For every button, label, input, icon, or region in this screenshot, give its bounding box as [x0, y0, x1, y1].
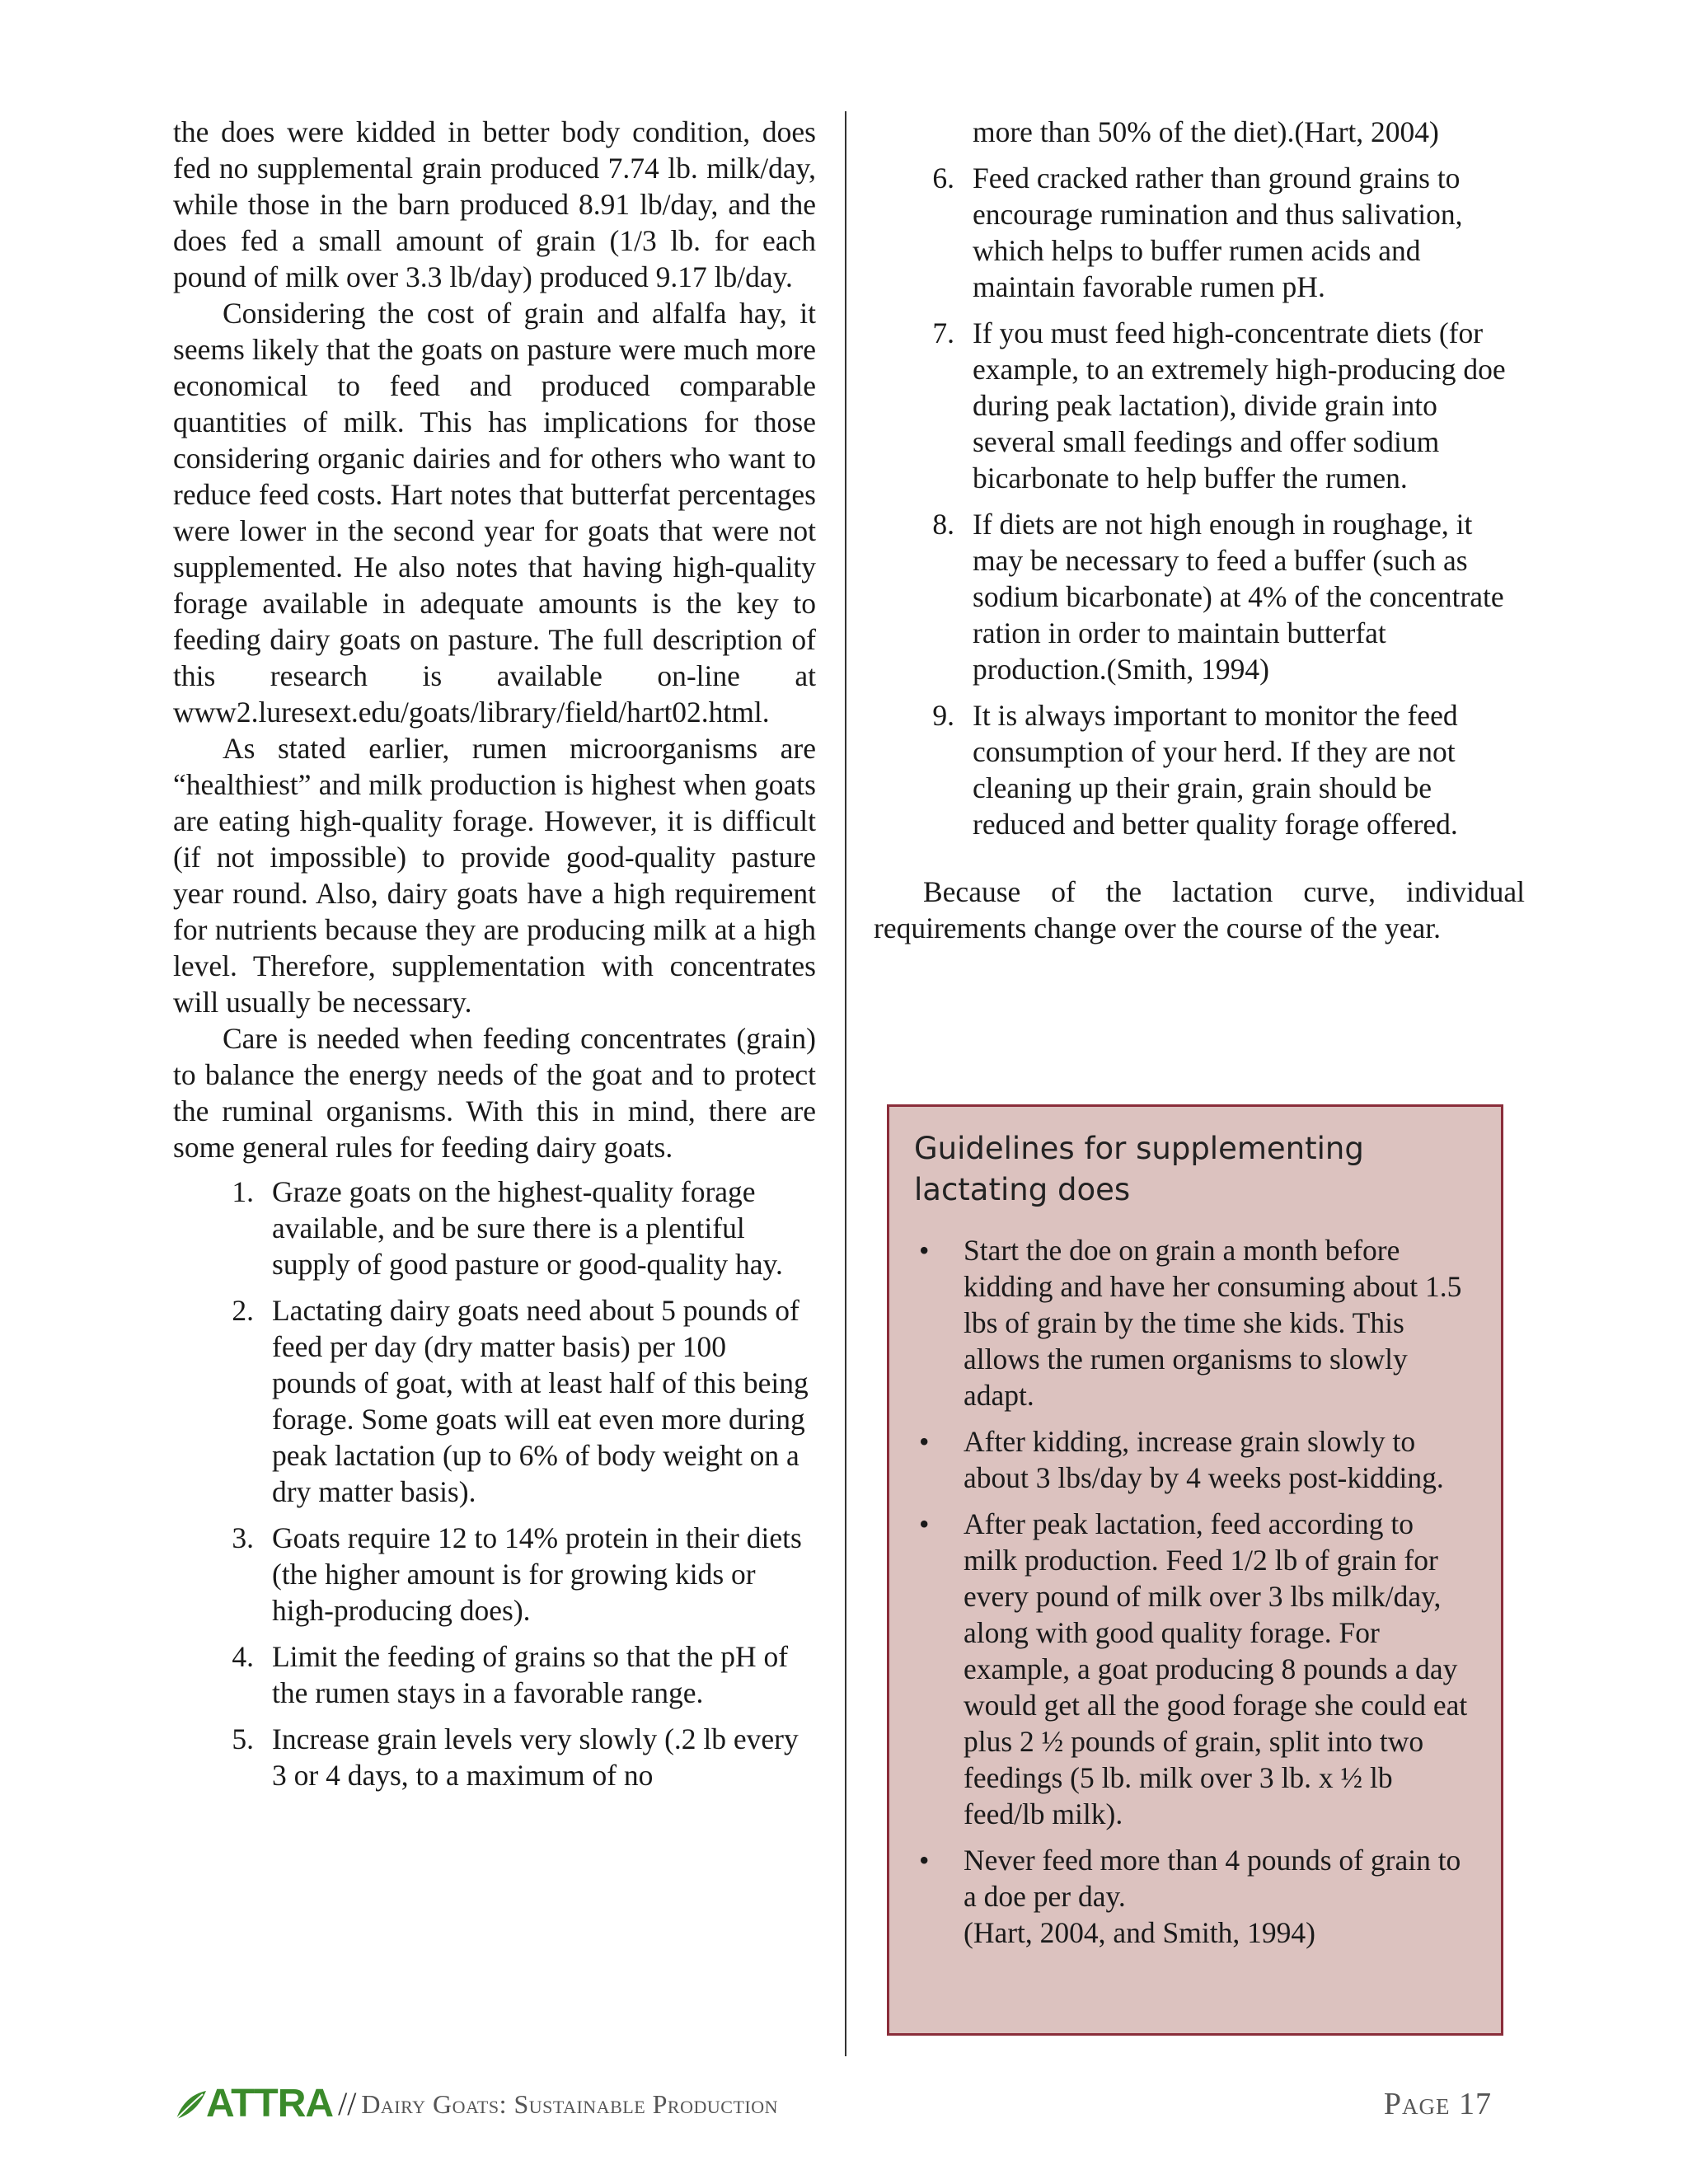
list-number: 4. — [232, 1640, 254, 1673]
list-number: 5. — [232, 1722, 254, 1755]
list-number: 9. — [932, 699, 954, 732]
citation: (Hart, 2004, and Smith, 1994) — [964, 1916, 1315, 1949]
list-text: After kidding, increase grain slowly to about 3 lbs/day by 4 weeks post-kidding. — [964, 1425, 1444, 1494]
footer-separator: // — [338, 2085, 357, 2122]
sidebar-title: Guidelines for supplementing lactating does — [914, 1131, 1364, 1207]
list-text: It is always important to monitor the feed consumption of your herd. If they are not cleaning up their grain, grain should be reduced and better quality forage offered. — [973, 699, 1458, 841]
paragraph-intro: the does were kidded in better body condition, does fed no supplemental grain produced 7.74 lb. milk/day, while those in the barn produced 8.91 lb/day, and the does fed a small amount of grain (1/3 lb. for each pound of milk over 3.3 lb/day) produced 9.17 lb/day. — [173, 115, 816, 293]
paragraph-lactation-curve: Because of the lactation curve, individual requirements change over the course of the year. — [874, 875, 1525, 944]
right-column — [874, 114, 1525, 946]
list-text: Lactating dairy goats need about 5 pounds of feed per day (dry matter basis) per 100 pounds of goat, with at least half of this being forage. Some goats will eat even more during peak lactation (up to 6% of body weight on a dry matter basis). — [272, 1294, 809, 1508]
list-item — [874, 697, 1525, 842]
list-item — [874, 160, 1525, 305]
list-text: Start the doe on grain a month before kidding and have her consuming about 1.5 lbs of grain by the time she kids. This allows the rumen organisms to slowly adapt. — [964, 1234, 1462, 1412]
list-number: 8. — [932, 508, 954, 541]
list-text: Graze goats on the highest-quality forage available, and be sure there is a plentiful supply of good pasture or good-quality hay. — [272, 1175, 783, 1281]
list-item — [173, 1174, 816, 1282]
list-item — [874, 315, 1525, 496]
list-number: 2. — [232, 1294, 254, 1327]
series-title: Dairy Goats: Sustainable Production — [361, 2089, 778, 2119]
list-item — [173, 1292, 816, 1510]
attra-logo — [173, 2081, 778, 2127]
column-divider — [845, 111, 846, 2056]
list-item — [173, 1721, 816, 1793]
left-column — [173, 114, 816, 1803]
paragraph-forage: As stated earlier, rumen microorganisms are “healthiest” and milk production is highest when goats are eating high-quality forage. However, it is difficult (if not impossible) to provide good-quality pasture year round. Also, dairy goats have a high requirement for nutrients because they are producing milk at a high level. Therefore, supplementation with concentrates will usually be necessary. — [173, 732, 816, 1019]
page-number: Page 17 — [1383, 2087, 1492, 2121]
paragraph-cost: Considering the cost of grain and alfalfa hay, it seems likely that the goats on pasture were much more economical to feed and produced comparable quantities of milk. This has implications for those considering organic dairies and for others who want to reduce feed costs. Hart notes that butterfat percentages were lower in the second year for goats that were not supplemented. He also notes that having high-quality forage available in adequate amounts is the key to feeding dairy goats on pasture. The full description of this research is available on-line at www2.luresext.edu/goats/library/field/hart02.html. — [173, 297, 816, 729]
list-number: 6. — [932, 162, 954, 194]
list-item — [914, 1423, 1473, 1496]
guidelines-list — [914, 1232, 1473, 1951]
leaf-icon — [173, 2086, 209, 2122]
feeding-rules-list — [173, 1174, 816, 1793]
list-item — [914, 1506, 1473, 1832]
list-number: 3. — [232, 1521, 254, 1554]
list-item — [874, 506, 1525, 687]
list-number: 1. — [232, 1175, 254, 1208]
list-text: If diets are not high enough in roughage, it may be necessary to feed a buffer (such as sodium bicarbonate) at 4% of the concentrate ration in order to maintain butterfat production.(Smith, 1994) — [973, 508, 1504, 686]
list-item — [173, 1638, 816, 1711]
bullet-icon: • — [919, 1234, 930, 1267]
list-text: If you must feed high-concentrate diets (for example, to an extremely high-producing doe during peak lactation), divide grain into several small feedings and offer sodium bicarbonate to help buffer the rumen. — [973, 316, 1506, 494]
feeding-rules-list-continued — [874, 160, 1525, 842]
list-text: Limit the feeding of grains so that the pH of the rumen stays in a favorable range. — [272, 1640, 789, 1709]
list-text: Never feed more than 4 pounds of grain to a doe per day. — [964, 1844, 1461, 1913]
list-text: Increase grain levels very slowly (.2 lb every 3 or 4 days, to a maximum of no — [272, 1722, 799, 1792]
bullet-icon: • — [919, 1844, 930, 1877]
list-text: Feed cracked rather than ground grains to encourage rumination and thus salivation, which helps to buffer rumen acids and maintain favorable rumen pH. — [973, 162, 1463, 303]
bullet-icon: • — [919, 1507, 930, 1540]
list-continuation: more than 50% of the diet).(Hart, 2004) — [973, 115, 1439, 148]
logo-text: ATTRA — [206, 2082, 334, 2125]
list-item — [173, 1520, 816, 1629]
list-text: After peak lactation, feed according to milk production. Feed 1/2 lb of grain for every pound of milk over 3 lbs milk/day, along with good quality forage. For example, a goat producing 8 pounds a day would get all the good forage she could eat plus 2 ½ pounds of grain, split into two feedings (5 lb. milk over 3 lb. x ½ lb feed/lb milk). — [964, 1507, 1468, 1830]
guidelines-sidebar — [887, 1104, 1503, 2036]
bullet-icon: • — [919, 1425, 930, 1458]
list-item — [914, 1842, 1473, 1951]
page-footer — [173, 2081, 1492, 2130]
list-text: Goats require 12 to 14% protein in their diets (the higher amount is for growing kids or high-producing does). — [272, 1521, 802, 1627]
paragraph-concentrates: Care is needed when feeding concentrates (grain) to balance the energy needs of the goat and to protect the ruminal organisms. With this in mind, there are some general rules for feeding dairy goats. — [173, 1022, 816, 1164]
list-item — [914, 1232, 1473, 1413]
list-number: 7. — [932, 316, 954, 349]
